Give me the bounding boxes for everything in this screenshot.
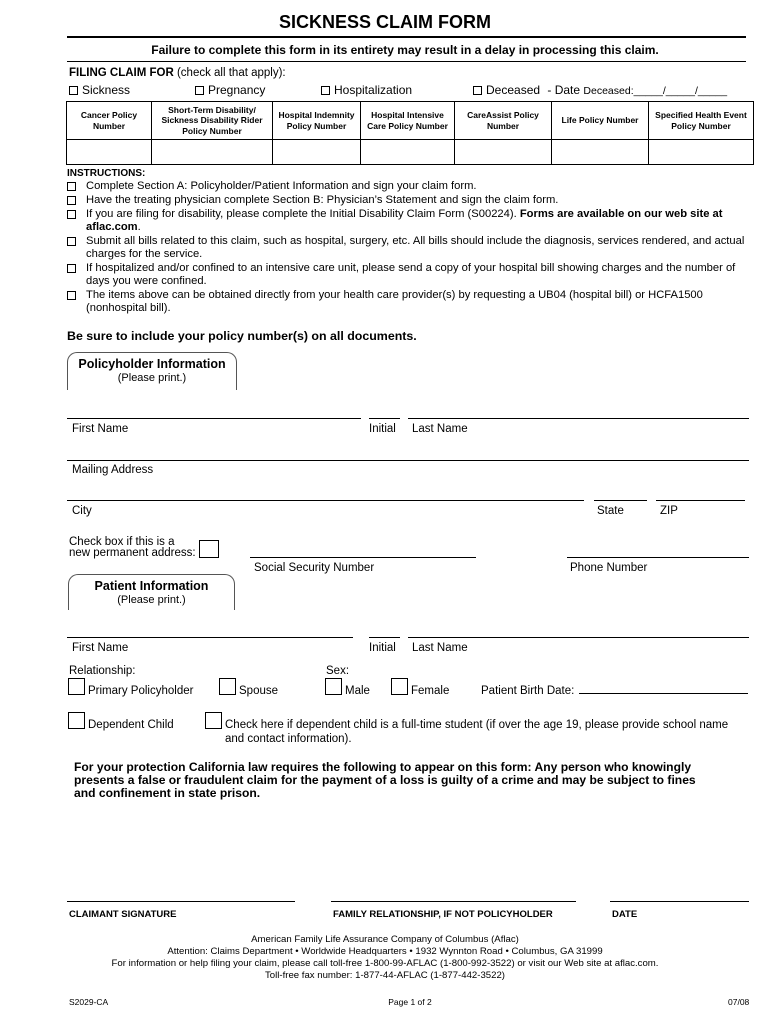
hospital-indemnity-policy-number[interactable]: [273, 140, 361, 165]
form-id: S2029-CA: [69, 997, 109, 1007]
family-relationship-line[interactable]: [331, 901, 576, 902]
new-address-label-1: Check box if this is a: [69, 536, 175, 548]
first-name-line: [67, 418, 361, 419]
form-date: 07/08: [728, 997, 750, 1007]
california-notice-1: For your protection California law requires the following to appear on this form: Any person who knowingly: [74, 760, 692, 774]
state-line: [594, 500, 647, 501]
disability-policy-number[interactable]: [152, 140, 273, 165]
hospital-indemnity-header: Hospital Indemnity Policy Number: [273, 102, 361, 140]
patient-initial-label: Initial: [369, 642, 396, 654]
male-label: Male: [345, 685, 370, 697]
patient-initial-line: [369, 637, 400, 638]
specified-health-event-policy-number[interactable]: [649, 140, 754, 165]
disability-header: Short-Term Disability/ Sickness Disability Rider Policy Number: [152, 102, 273, 140]
california-notice-3: and confinement in state prison.: [74, 786, 261, 800]
dependent-child-checkbox[interactable]: [68, 712, 85, 729]
footer-address: Attention: Claims Department • Worldwide Headquarters • 1932 Wynnton Road • Columbus, GA 31999: [167, 946, 603, 957]
city-label: City: [72, 505, 92, 517]
instruction-checkbox[interactable]: [67, 264, 76, 273]
policy-number-reminder: Be sure to include your policy number(s) on all documents.: [67, 329, 417, 343]
title-divider: [67, 36, 746, 38]
page-title: SICKNESS CLAIM FORM: [278, 12, 491, 32]
ssn-line: [250, 557, 476, 558]
claimant-signature-line[interactable]: [67, 901, 295, 902]
patient-first-name-line: [67, 637, 353, 638]
primary-policyholder-checkbox[interactable]: [68, 678, 85, 695]
footer-fax: Toll-free fax number: 1-877-44-AFLAC (1-877-442-3522): [265, 970, 505, 981]
careassist-policy-number[interactable]: [455, 140, 552, 165]
filing-claim-label: FILING CLAIM FOR (check all that apply):: [69, 67, 286, 79]
filing-option-sickness[interactable]: Sickness: [69, 83, 130, 97]
new-address-label-2: new permanent address:: [69, 547, 196, 559]
patient-last-name-label: Last Name: [412, 642, 468, 654]
spouse-checkbox[interactable]: [219, 678, 236, 695]
male-checkbox[interactable]: [325, 678, 342, 695]
hospital-intensive-care-header: Hospital Intensive Care Policy Number: [361, 102, 455, 140]
initial-label: Initial: [369, 423, 396, 435]
specified-health-event-header: Specified Health Event Policy Number: [649, 102, 754, 140]
instruction-item: The items above can be obtained directly from your health care provider(s) by requesting a UB04 (hospital bill) or HCFA1500 (nonhospital bill).: [67, 289, 757, 316]
city-line: [67, 500, 584, 501]
page-number: Page 1 of 2: [388, 997, 432, 1007]
filing-option-pregnancy[interactable]: Pregnancy: [195, 83, 265, 97]
initial-line: [369, 418, 400, 419]
life-policy-number[interactable]: [552, 140, 649, 165]
policyholder-section-header: Policyholder Information (Please print.): [67, 352, 237, 390]
female-checkbox[interactable]: [391, 678, 408, 695]
spouse-label: Spouse: [239, 685, 279, 697]
instructions-heading: INSTRUCTIONS:: [67, 168, 146, 179]
instruction-checkbox[interactable]: [67, 210, 76, 219]
birth-date-label: Patient Birth Date:: [481, 685, 575, 697]
patient-section-header: Patient Information (Please print.): [68, 574, 235, 610]
female-label: Female: [411, 685, 450, 697]
instruction-item: Complete Section A: Policyholder/Patient Information and sign your claim form.: [67, 180, 757, 193]
instruction-item: Submit all bills related to this claim, such as hospital, surgery, etc. All bills should include the diagnosis, services rendered, and actual charges for the service.: [67, 235, 757, 262]
sex-label: Sex:: [326, 665, 350, 677]
full-time-student-label-2: and contact information).: [225, 733, 352, 745]
phone-line: [567, 557, 749, 558]
footer-info: For information or help filing your claim, please call toll-free 1-800-99-AFLAC (1-800-992-3522) or visit our Web site at aflac.com.: [111, 958, 659, 969]
claimant-signature-label: CLAIMANT SIGNATURE: [69, 909, 177, 920]
first-name-label: First Name: [72, 423, 129, 435]
last-name-label: Last Name: [412, 423, 468, 435]
careassist-header: CareAssist Policy Number: [455, 102, 552, 140]
forms-available-note: Forms are available on our web site at aflac.com: [86, 208, 723, 234]
full-time-student-checkbox[interactable]: [205, 712, 222, 729]
patient-last-name-line: [408, 637, 749, 638]
cancer-header: Cancer Policy Number: [67, 102, 152, 140]
primary-policyholder-label: Primary Policyholder: [88, 685, 194, 697]
footer-company: American Family Life Assurance Company of Columbus (Aflac): [251, 934, 519, 945]
cancer-policy-number[interactable]: [67, 140, 152, 165]
zip-line: [656, 500, 745, 501]
instruction-checkbox[interactable]: [67, 196, 76, 205]
mailing-address-label: Mailing Address: [72, 464, 154, 476]
instruction-item: If you are filing for disability, please complete the Initial Disability Claim Form (S00224). Forms are available on our web site at aflac.com.: [67, 208, 757, 235]
full-time-student-label-1: Check here if dependent child is a full-time student (if over the age 19, please provide school name: [225, 719, 729, 731]
instruction-checkbox[interactable]: [67, 182, 76, 191]
instruction-item: Have the treating physician complete Section B: Physician’s Statement and sign the claim form.: [67, 194, 757, 207]
state-label: State: [597, 505, 624, 517]
california-notice-2: presents a false or fraudulent claim for the payment of a loss is guilty of a crime and may be subject to fines: [74, 773, 696, 787]
dependent-child-label: Dependent Child: [88, 719, 174, 731]
instruction-checkbox[interactable]: [67, 291, 76, 300]
family-relationship-label: FAMILY RELATIONSHIP, IF NOT POLICYHOLDER: [333, 909, 553, 920]
phone-label: Phone Number: [570, 562, 648, 574]
birth-date-line[interactable]: [579, 693, 748, 694]
patient-first-name-label: First Name: [72, 642, 129, 654]
instruction-checkbox[interactable]: [67, 237, 76, 246]
signature-date-line[interactable]: [610, 901, 749, 902]
life-header: Life Policy Number: [552, 102, 649, 140]
policy-number-table: [66, 101, 754, 165]
new-address-checkbox[interactable]: [199, 540, 219, 558]
instruction-item: If hospitalized and/or confined to an intensive care unit, please send a copy of your hospital bill showing charges and the number of days you were confined.: [67, 262, 757, 289]
relationship-label: Relationship:: [69, 665, 136, 677]
mailing-address-line: [67, 460, 749, 461]
pregnancy-checkbox[interactable]: [195, 86, 204, 95]
deceased-checkbox[interactable]: [473, 86, 482, 95]
signature-date-label: DATE: [612, 909, 638, 920]
hospital-intensive-care-policy-number[interactable]: [361, 140, 455, 165]
hospitalization-checkbox[interactable]: [321, 86, 330, 95]
sickness-checkbox[interactable]: [69, 86, 78, 95]
filing-option-deceased[interactable]: Deceased - Date Deceased:_____/_____/_____: [473, 83, 727, 97]
ssn-label: Social Security Number: [254, 562, 375, 574]
warning-divider: [67, 61, 746, 62]
filing-option-hospitalization[interactable]: Hospitalization: [321, 83, 412, 97]
last-name-line: [408, 418, 749, 419]
warning-text: Failure to complete this form in its entirety may result in a delay in processing this claim.: [151, 43, 659, 57]
zip-label: ZIP: [660, 505, 678, 517]
